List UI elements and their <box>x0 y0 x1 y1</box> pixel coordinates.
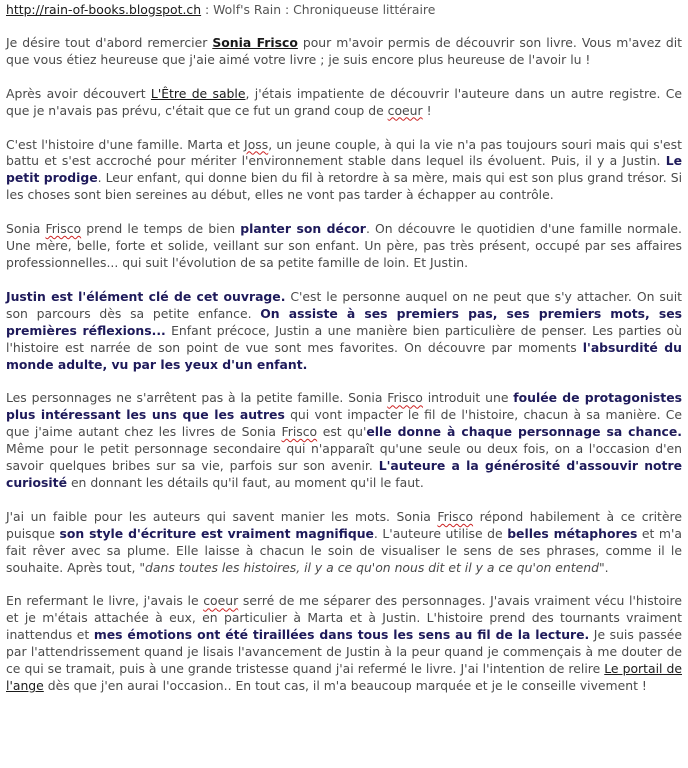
reviewer-role: Chroniqueuse littéraire <box>293 2 436 17</box>
paragraph-characters: Les personnages ne s'arrêtent pas à la petite famille. Sonia Frisco introduit une foulée de protagonistes plus intéressant les uns que les autres qui vont impacter le fil de l'histoire, chacun à sa manière. Ce que j'aime autant chez les livres de Sonia Frisco est qu'elle donne à chaque personnage sa chance. Même pour le petit personnage secondaire qui n'apparaît qu'une seule ou deux fois, on a l'occasion d'en savoir quelques bribes sur sa vie, parfois sur son avenir. L'auteure a la générosité d'assouvir notre curiosité en donnant les détails qu'il faut, au moment qu'il le faut. <box>6 390 683 490</box>
paragraph-story: C'est l'histoire d'une famille. Marta et Joss, un jeune couple, à qui la vie n'a pas toujours souri mais qui s'est battu et s'est accroché pour mériter l'environnement stable dans lequel ils évoluent. Puis, il y a Justin. Le petit prodige. Leur enfant, qui donne bien du fil à retordre à sa mère, mais qui est son plus grand trésor. Si les choses sont bien sereines au début, elles ne vont pas tarder à échapper au contrôle. <box>6 136 683 203</box>
header-separator: : <box>201 2 214 17</box>
paragraph-discovery: Après avoir découvert L'Être de sable, j'étais impatiente de découvrir l'auteure dans un autre registre. Ce que je n'avais pas prévu, c'était que ce fut un grand coup de coeur ! <box>6 85 682 118</box>
reviewer-name: Wolf's Rain <box>213 2 282 17</box>
paragraph-justin: Justin est l'élément clé de cet ouvrage. C'est le personne auquel on ne peut que s'y attacher. On suit son parcours dès sa petite enfance. On assiste à ses premiers pas, ses premiers mots, ses premières réflexions... Enfant précoce, Justin a une manière bien particulière de penser. Les parties où l'histoire est narrée de son point de vue sont mes favorites. On découvre par moments l'absurdité du monde adulte, vu par les yeux d'un enfant. <box>6 288 682 372</box>
header-separator: : <box>281 2 294 17</box>
paragraph-setting: Sonia Frisco prend le temps de bien planter son décor. On découvre le quotidien d'une famille normale. Une mère, belle, forte et solide, veillant sur son enfant. Un père, pas très présent, occupé par ses affaires professionnelles... qui suit l'évolution de sa petite famille de loin. Et Justin. <box>6 221 682 270</box>
book-link-etre-de-sable[interactable]: L'Être de sable <box>150 85 246 101</box>
review-header <box>6 2 682 19</box>
blog-url-link[interactable]: http://rain-of-books.blogspot.ch <box>6 2 202 17</box>
book-quote: "dans toutes les histoires, il y a ce qu'on nous dit et il y a ce qu'on entend" <box>139 559 605 575</box>
paragraph-thanks: Je désire tout d'abord remercier Sonia Frisco pour m'avoir permis de découvrir son livre. Vous m'avez dit que vous étiez heureuse que j'aie aimé votre livre ; je suis encore plus heureuse de l'avoir lu ! <box>6 34 683 67</box>
author-link[interactable]: Sonia Frisco <box>212 34 298 50</box>
paragraph-style: J'ai un faible pour les auteurs qui savent manier les mots. Sonia Frisco répond habilement à ce critère puisque son style d'écriture est vraiment magnifique. L'auteure utilise de belles métaphores et m'a fait rêver avec sa plume. Elle laisse à chacun le soin de visualiser le sens de ses phrases, comme il le souhaite. Après tout, "dans toutes les histoires, il y a ce qu'on nous dit et il y a ce qu'on entend". <box>6 508 682 575</box>
book-link-portail-de-lange[interactable]: Le portail de l'ange <box>6 661 682 693</box>
paragraph-conclusion: En refermant le livre, j'avais le coeur serré de me séparer des personnages. J'avais vraiment vécu l'histoire et je m'étais attachée à eux, en particulier à Marta et à Justin. L'histoire prend des tournants vraiment inattendus et mes émotions ont été tiraillées dans tous les sens au fil de la lecture. Je suis passée par l'attendrissement quand je lisais l'avancement de Justin à la peur quand je commençais à me douter de ce qui se tramait, puis à une grande tristesse quand j'ai refermé le livre. J'ai l'intention de relire Le portail de l'ange dès que j'en aurai l'occasion.. En tout cas, il m'a beaucoup marquée et je le conseille vivement ! <box>6 593 682 693</box>
